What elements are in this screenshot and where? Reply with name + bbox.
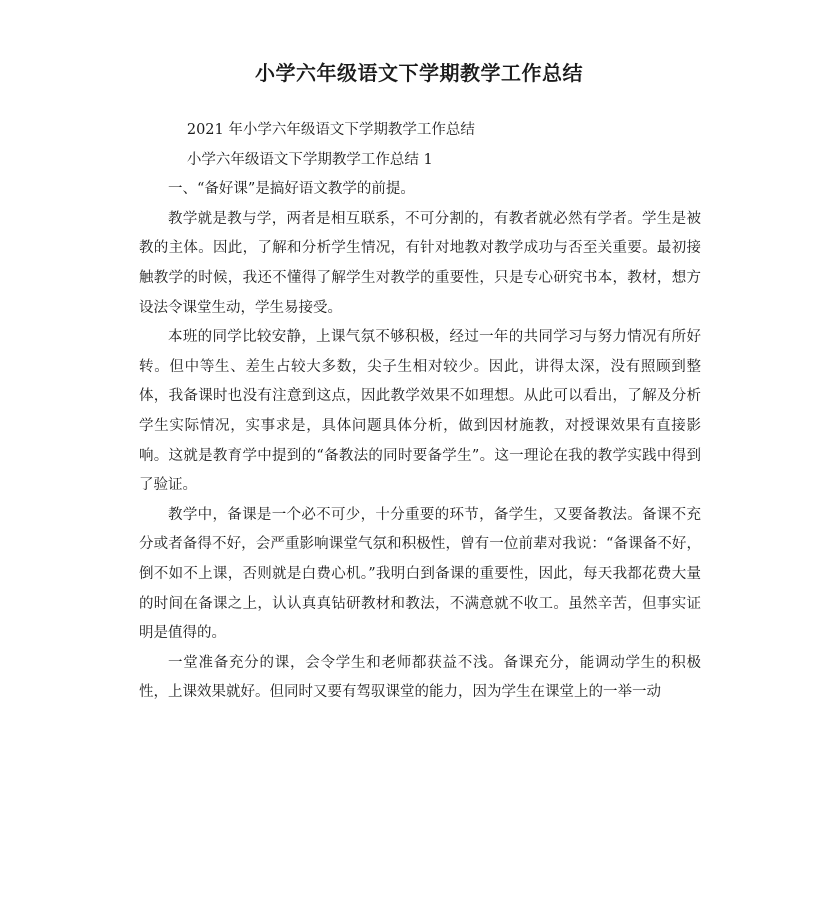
document-subtitle: 2021 年小学六年级语文下学期教学工作总结 xyxy=(186,122,475,138)
paragraph-2: 本班的同学比较安静，上课气氛不够积极，经过一年的共同学习与努力情况有所好转。但中等生、差生占较大多数，尖子生相对较少。因此，讲得太深，没有照顾到整体，我备课时也没有注意到这点，因此教学效果不如理想。从此可以看出，了解及分析学生实际情况，实事求是，具体问题具体分析，做到因材施教，对授课效果有直接影响。这就是教育学中提到的“备教法的同时要备学生”。这一理论在我的教学实践中得到了验证。 xyxy=(139,329,701,494)
section-heading: 一、“备好课”是搞好语文教学的前提。 xyxy=(168,181,415,198)
document-subheading: 小学六年级语文下学期教学工作总结 1 xyxy=(186,151,433,168)
paragraph-3: 教学中，备课是一个必不可少，十分重要的环节，备学生，又要备教法。备课不充分或者备得不好，会严重影响课堂气氛和积极性，曾有一位前辈对我说：“备课备不好，倒不如不上课，否则就是白费心机。”我明白到备课的重要性，因此，每天我都花费大量的时间在备课之上，认认真真钻研教材和教法，不满意就不收工。虽然辛苦，但事实证明是值得的。 xyxy=(139,506,701,642)
document-title: 小学六年级语文下学期教学工作总结 xyxy=(255,61,583,85)
paragraph-4: 一堂准备充分的课，会令学生和老师都获益不浅。备课充分，能调动学生的积极性，上课效果就好。但同时又要有驾驭课堂的能力，因为学生在课堂上的一举一动 xyxy=(139,654,701,701)
paragraph-1: 教学就是教与学，两者是相互联系，不可分割的，有教者就必然有学者。学生是被教的主体。因此，了解和分析学生情况，有针对地教对教学成功与否至关重要。最初接触教学的时候，我还不懂得了解学生对教学的重要性，只是专心研究书本，教材，想方设法令课堂生动，学生易接受。 xyxy=(139,210,701,316)
document-body xyxy=(139,116,701,708)
